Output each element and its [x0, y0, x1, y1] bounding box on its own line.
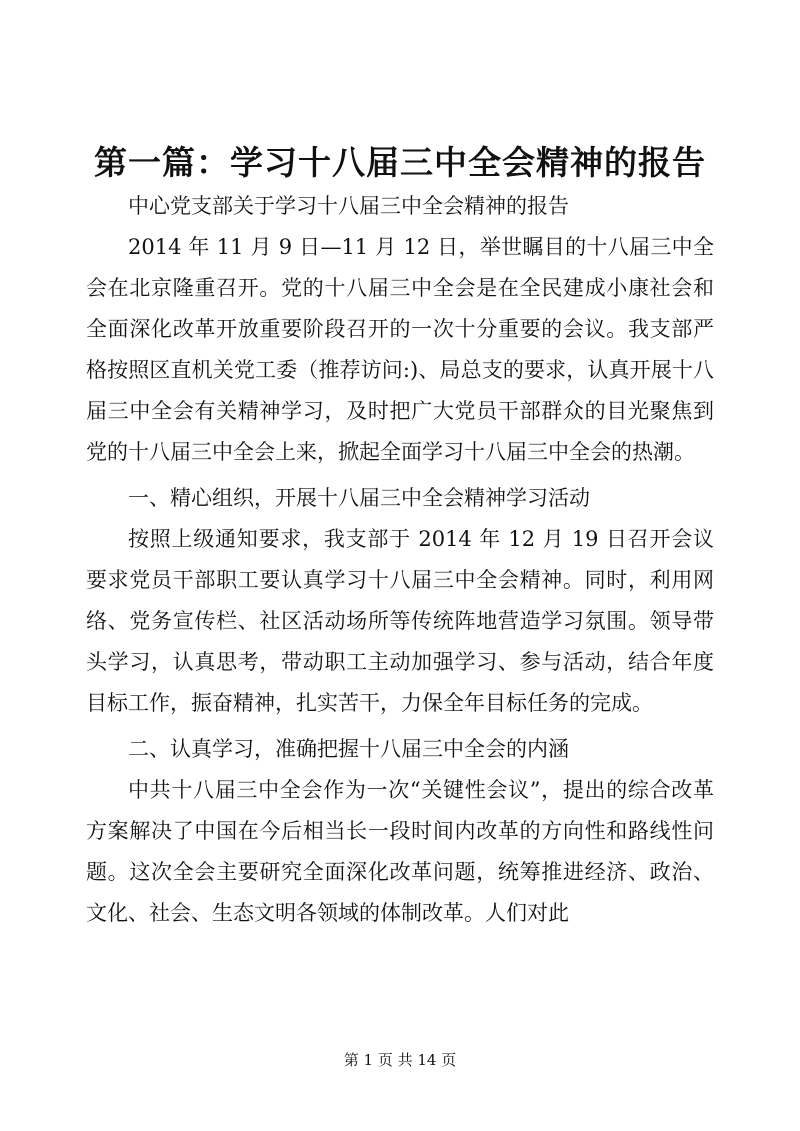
page-footer: 第 1 页 共 14 页 [343, 1051, 457, 1069]
section-heading-2: 二、认真学习，准确把握十八届三中全会的内涵 [128, 737, 569, 761]
document-title: 第一篇：学习十八届三中全会精神的报告 [94, 143, 706, 182]
section-1-paragraph: 按照上级通知要求，我支部于 2014 年 12 月 19 日召开会议要求党员干部职工要认真学习十八届三中全会精神。同时，利用网络、党务宣传栏、社区活动场所等传统阵地营造学习氛围。领导带头学习，认真思考，带动职工主动加强学习、参与活动，结合年度目标工作，振奋精神，扎实苦干，力保全年目标任务的完成。 [86, 527, 714, 715]
section-2-paragraph: 中共十八届三中全会作为一次“关键性会议”，提出的综合改革方案解决了中国在今后相当长一段时间内改革的方向性和路线性问题。这次全会主要研究全面深化改革问题，统筹推进经济、政治、文化、社会、生态文明各领域的体制改革。人们对此 [86, 778, 714, 925]
document-body [86, 186, 714, 934]
intro-paragraph: 2014 年 11 月 9 日—11 月 12 日，举世瞩目的十八届三中全会在北京隆重召开。党的十八届三中全会是在全民建成小康社会和全面深化改革开放重要阶段召开的一次十分重要的会议。我支部严格按照区直机关党工委（推荐访问:)、局总支的要求，认真开展十八届三中全会有关精神学习，及时把广大党员干部群众的目光聚焦到党的十八届三中全会上来，掀起全面学习十八届三中全会的热潮。 [86, 235, 714, 464]
section-heading-1: 一、精心组织，开展十八届三中全会精神学习活动 [128, 486, 590, 510]
subtitle-paragraph: 中心党支部关于学习十八届三中全会精神的报告 [128, 194, 569, 218]
